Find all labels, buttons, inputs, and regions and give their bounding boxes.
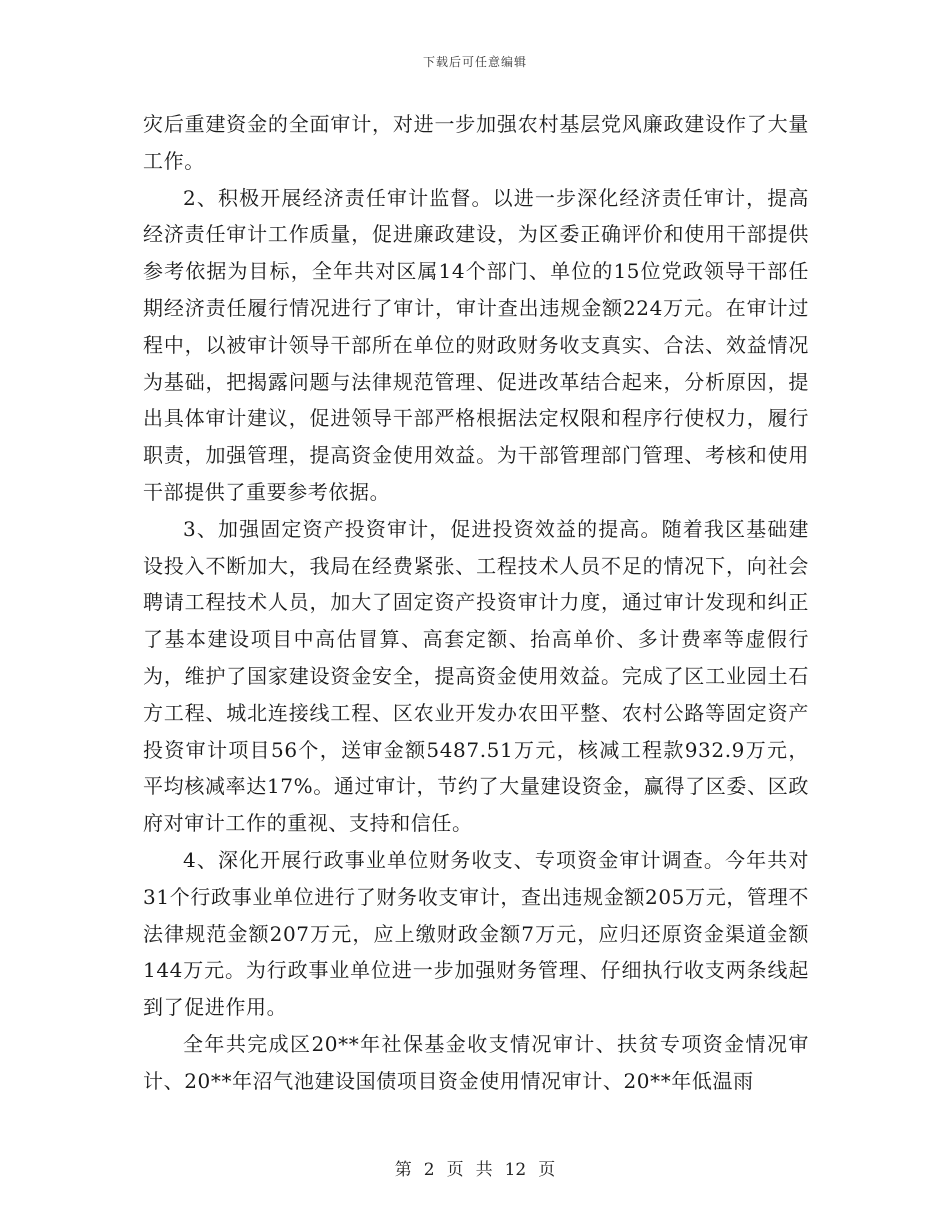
page-label-prefix: 第 (394, 1160, 412, 1180)
page-total-number: 12 (504, 1160, 527, 1180)
paragraph-annual-summary: 全年共完成区20**年社保基金收支情况审计、扶贫专项资金情况审计、20**年沼气池建设国债项目资金使用情况审计、20**年低温雨 (143, 1031, 809, 1093)
page-label-suffix: 页 (538, 1160, 556, 1180)
paragraph-fixed-asset-investment-audit: 3、加强固定资产投资审计，促进投资效益的提高。随着我区基础建设投入不断加大，我局在经费紧张、工程技术人员不足的情况下，向社会聘请工程技术人员，加大了固定资产投资审计力度，通过审计发现和纠正了基本建设项目中高估冒算、高套定额、抬高单价、多计费率等虚假行为，维护了国家建设资金安全，提高资金使用效益。完成了区工业园土石方工程、城北连接线工程、区农业开发办农田平整、农村公路等固定资产投资审计项目56个，送审金额5487.51万元，核减工程款932.9万元，平均核减率达17%。通过审计，节约了大量建设资金，赢得了区委、区政府对审计工作的重视、支持和信任。 (143, 516, 809, 836)
document-body (143, 106, 809, 1100)
paragraph-economic-responsibility-audit: 2、积极开展经济责任审计监督。以进一步深化经济责任审计，提高经济责任审计工作质量，促进廉政建设，为区委正确评价和使用干部提供参考依据为目标，全年共对区属14个部门、单位的15位党政领导干部任期经济责任履行情况进行了审计，审计查出违规金额224万元。在审计过程中，以被审计领导干部所在单位的财政财务收支真实、合法、效益情况为基础，把揭露问题与法律规范管理、促进改革结合起来，分析原因，提出具体审计建议，促进领导干部严格根据法定权限和程序行使权力，履行职责，加强管理，提高资金使用效益。为干部管理部门管理、考核和使用干部提供了重要参考依据。 (143, 185, 809, 504)
page-label-mid: 页 (446, 1160, 464, 1180)
paragraph-administrative-unit-audit: 4、深化开展行政事业单位财务收支、专项资金审计调查。今年共对31个行政事业单位进行了财务收支审计，查出违规金额205万元，管理不法律规范金额207万元，应上缴财政金额7万元，应归还原资金渠道金额144万元。为行政事业单位进一步加强财务管理、仔细执行收支两条线起到了促进作用。 (143, 847, 809, 1020)
page-total-label: 共 (475, 1160, 493, 1180)
page-current-number: 2 (423, 1160, 435, 1180)
page-header: 下载后可任意编辑 (422, 55, 527, 69)
paragraph-continuation: 灾后重建资金的全面审计，对进一步加强农村基层党风廉政建设作了大量工作。 (143, 112, 809, 173)
page-footer (0, 1155, 950, 1180)
